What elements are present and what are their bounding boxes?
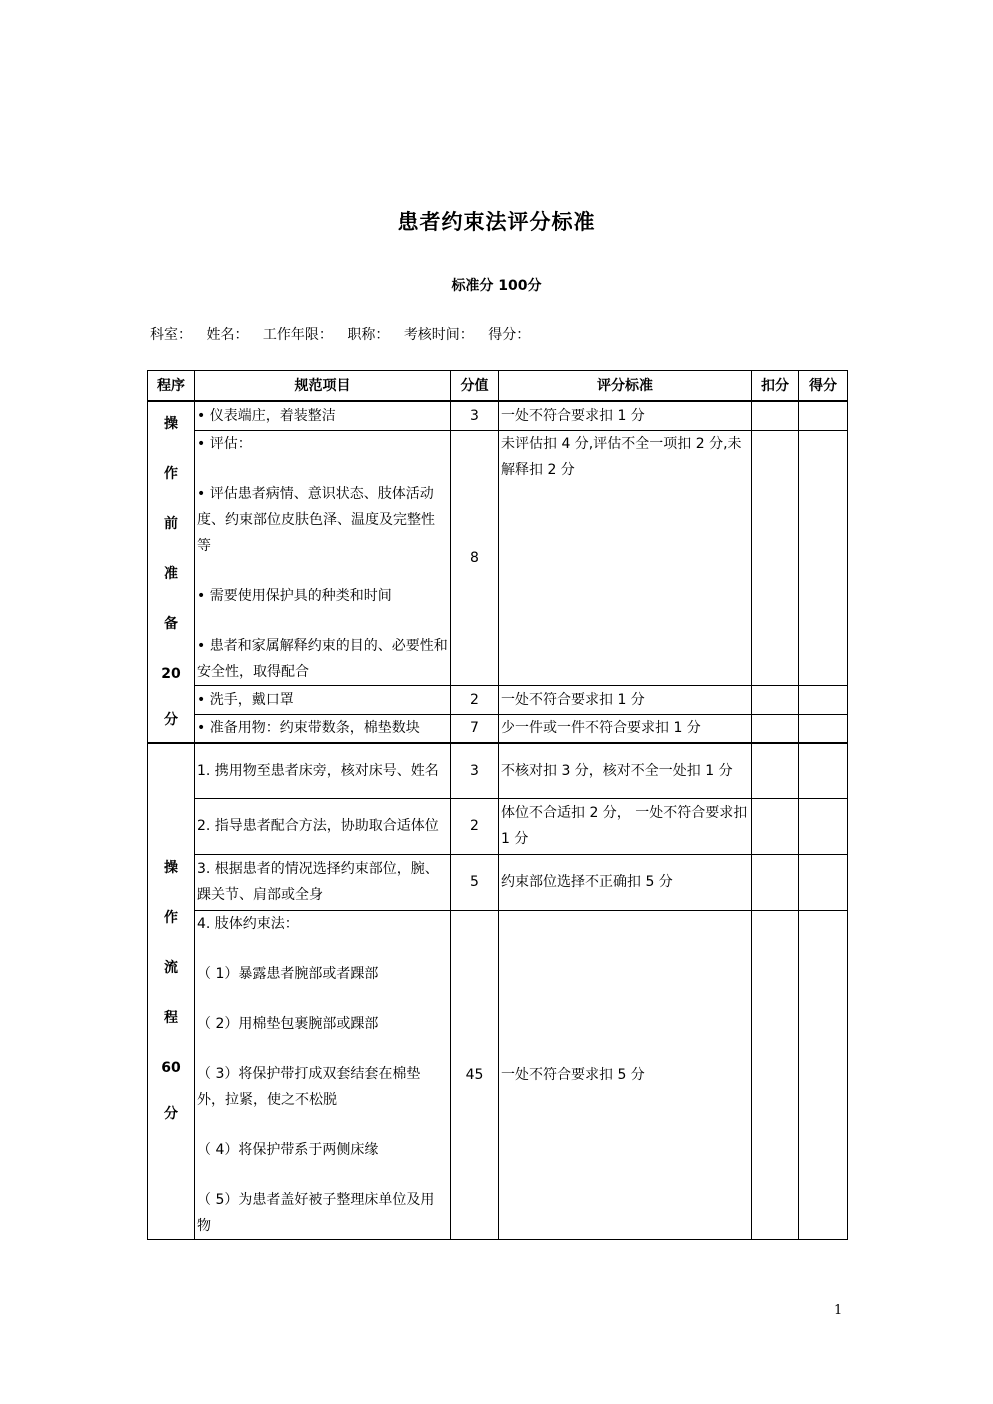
criteria-cell: 一处不符合要求扣 1 分 <box>499 401 752 430</box>
item-cell: • 洗手，戴口罩 <box>195 685 451 714</box>
score-cell: 3 <box>451 401 499 430</box>
deduct-cell <box>752 430 799 685</box>
section-label-process: 操 作 流 程 60 分 <box>148 743 195 1239</box>
score-cell: 45 <box>451 910 499 1239</box>
info-department: 科室： <box>150 327 192 343</box>
table-row <box>148 798 848 854</box>
header-item: 规范项目 <box>195 371 451 402</box>
item-cell: • 准备用物：约束带数条，棉垫数块 <box>195 714 451 743</box>
got-cell <box>799 798 848 854</box>
item-cell: 3. 根据患者的情况选择约束部位，腕、踝关节、肩部或全身 <box>195 854 451 910</box>
score-cell: 2 <box>451 798 499 854</box>
info-score: 得分： <box>488 327 531 343</box>
info-title: 职称： <box>347 327 390 343</box>
table-row <box>148 910 848 1239</box>
item-cell: 2. 指导患者配合方法，协助取合适体位 <box>195 798 451 854</box>
got-cell <box>799 854 848 910</box>
page-number: 1 <box>834 1303 843 1318</box>
info-name: 姓名： <box>206 327 249 343</box>
score-cell: 7 <box>451 714 499 743</box>
got-cell <box>799 430 848 685</box>
got-cell <box>799 910 848 1239</box>
criteria-cell: 未评估扣 4 分,评估不全一项扣 2 分,未解释扣 2 分 <box>499 430 752 685</box>
table-row <box>148 685 848 714</box>
table-row <box>148 401 848 430</box>
item-cell: • 评估： • 评估患者病情、意识状态、肢体活动度、约束部位皮肤色泽、温度及完整性等 • 需要使用保护具的种类和时间 • 患者和家属解释约束的目的、必要性和安全性，取得配合 <box>195 430 451 685</box>
deduct-cell <box>752 854 799 910</box>
header-deduct: 扣分 <box>752 371 799 402</box>
header-got: 得分 <box>799 371 848 402</box>
document-title: 患者约束法评分标准 <box>397 209 596 234</box>
deduct-cell <box>752 401 799 430</box>
got-cell <box>799 714 848 743</box>
deduct-cell <box>752 714 799 743</box>
criteria-cell: 不核对扣 3 分，核对不全一处扣 1 分 <box>499 743 752 798</box>
score-cell: 2 <box>451 685 499 714</box>
info-row <box>150 324 540 344</box>
criteria-cell: 体位不合适扣 2 分， 一处不符合要求扣 1 分 <box>499 798 752 854</box>
deduct-cell <box>752 685 799 714</box>
score-cell: 8 <box>451 430 499 685</box>
section-label-prep: 操 作 前 准 备 20 分 <box>148 401 195 743</box>
header-procedure: 程序 <box>148 371 195 402</box>
deduct-cell <box>752 910 799 1239</box>
standard-score: 标准分 100分 <box>451 278 542 294</box>
item-cell: • 仪表端庄，着装整洁 <box>195 401 451 430</box>
criteria-cell: 约束部位选择不正确扣 5 分 <box>499 854 752 910</box>
score-cell: 5 <box>451 854 499 910</box>
table-row <box>148 430 848 685</box>
info-exam-time: 考核时间： <box>403 327 474 343</box>
deduct-cell <box>752 743 799 798</box>
score-cell: 3 <box>451 743 499 798</box>
got-cell <box>799 685 848 714</box>
got-cell <box>799 743 848 798</box>
deduct-cell <box>752 798 799 854</box>
table-row <box>148 854 848 910</box>
criteria-cell: 少一件或一件不符合要求扣 1 分 <box>499 714 752 743</box>
header-score: 分值 <box>451 371 499 402</box>
got-cell <box>799 401 848 430</box>
item-cell: 1. 携用物至患者床旁，核对床号、姓名 <box>195 743 451 798</box>
header-criteria: 评分标准 <box>499 371 752 402</box>
table-row <box>148 743 848 798</box>
criteria-cell: 一处不符合要求扣 1 分 <box>499 685 752 714</box>
item-cell: 4. 肢体约束法： （ 1）暴露患者腕部或者踝部 （ 2）用棉垫包裹腕部或踝部 （ 3）将保护带打成双套结套在棉垫外，拉紧，使之不松脱 （ 4）将保护带系于两侧床缘 （ 5）为患者盖好被子整理床单位及用物 <box>195 910 451 1239</box>
criteria-cell: 一处不符合要求扣 5 分 <box>499 910 752 1239</box>
scoring-table <box>147 370 848 1240</box>
table-header <box>148 371 848 402</box>
info-work-years: 工作年限： <box>262 327 333 343</box>
table-row <box>148 714 848 743</box>
